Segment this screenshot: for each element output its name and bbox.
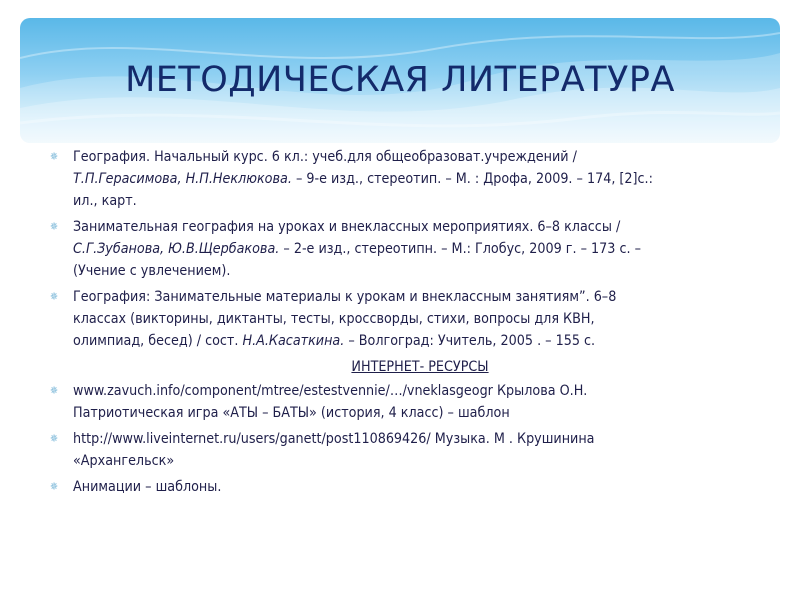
item-text: (Учение с увлечением).: [73, 263, 231, 279]
item-authors: Н.А.Касаткина.: [242, 333, 345, 349]
item-authors: Т.П.Герасимова, Н.П.Неклюкова.: [73, 171, 292, 187]
star-bullet-icon: ✵: [49, 290, 59, 303]
content-body: [47, 146, 767, 502]
item-publication: – 9-е изд., стереотип. – М. : Дрофа, 2009. – 174, [2]с.:: [291, 171, 653, 187]
item-text: География. Начальный курс. 6 кл.: учеб.для общеобразоват.учреждений /: [73, 149, 577, 165]
star-bullet-icon: ✵: [49, 384, 59, 397]
link-description: «Архангельск»: [73, 453, 175, 469]
link-text[interactable]: http://www.liveinternet.ru/users/ganett/post110869426/ Музыка. М . Крушинина: [73, 431, 595, 447]
link-text: Анимации – шаблоны.: [73, 479, 222, 495]
link-item: [47, 380, 767, 424]
link-text[interactable]: www.zavuch.info/component/mtree/estestvennie/…/vneklasgeogr Крылова О.Н.: [73, 383, 588, 399]
star-bullet-icon: ✵: [49, 220, 59, 233]
item-text: ил., карт.: [73, 193, 137, 209]
item-compiler-prefix: олимпиад, бесед) / сост.: [73, 333, 243, 349]
page-title: МЕТОДИЧЕСКАЯ ЛИТЕРАТУРА: [125, 60, 675, 100]
link-item: [47, 476, 767, 498]
item-text: [73, 330, 767, 352]
link-item: [47, 428, 767, 472]
item-text: классах (викторины, диктанты, тесты, кроссворды, стихи, вопросы для КВН,: [73, 311, 595, 327]
link-description: Патриотическая игра «АТЫ – БАТЫ» (история, 4 класс) – шаблон: [73, 405, 510, 421]
item-text: [73, 168, 767, 190]
list-item: [47, 146, 767, 212]
star-bullet-icon: ✵: [49, 150, 59, 163]
item-text: Занимательная география на уроках и внеклассных мероприятиях. 6–8 классы /: [73, 219, 621, 235]
star-bullet-icon: ✵: [49, 480, 59, 493]
section-heading: ИНТЕРНЕТ- РЕСУРСЫ: [351, 359, 489, 375]
list-item: [47, 216, 767, 282]
item-publication: – 2-е изд., стереотипн. – М.: Глобус, 2009 г. – 173 с. –: [279, 241, 641, 257]
star-bullet-icon: ✵: [49, 432, 59, 445]
list-item: [47, 286, 767, 352]
title-banner: [20, 18, 780, 143]
item-text: [73, 238, 767, 260]
item-text: География: Занимательные материалы к урокам и внеклассным занятиям”. 6–8: [73, 289, 617, 305]
item-authors: С.Г.Зубанова, Ю.В.Щербакова.: [73, 241, 280, 257]
item-publication: – Волгоград: Учитель, 2005 . – 155 с.: [344, 333, 596, 349]
